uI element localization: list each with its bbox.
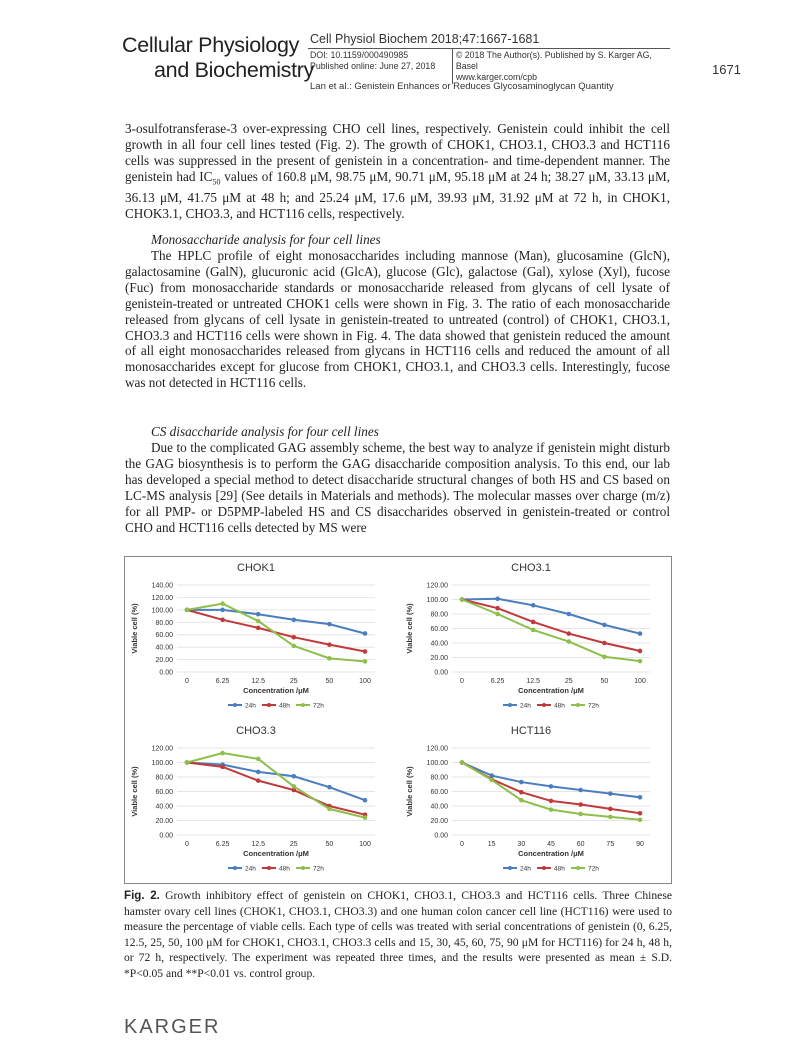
data-point-24h	[327, 622, 332, 627]
legend-label: 72h	[588, 865, 599, 873]
y-tick-label: 100.00	[426, 597, 448, 604]
chart-hct116	[400, 722, 670, 882]
legend-label: 72h	[313, 702, 324, 710]
ic50-subscript: 50	[212, 177, 221, 187]
y-tick-label: 60.00	[155, 789, 173, 796]
x-tick-label: 25	[564, 678, 573, 685]
data-point-48h	[578, 802, 583, 807]
chart-title: CHO3.1	[511, 562, 551, 574]
data-point-72h	[638, 659, 643, 664]
legend-marker-48h	[542, 703, 546, 707]
journal-title-line2: and Biochemistry	[154, 58, 315, 82]
paragraph-1-text: 3-osulfotransferase-3 over-expressing CHO cell lines, respectively. Genistein could inhibit the cell growth in all four cell lines tested (Fig. 2). The growth of CHOK1, CHO3.1, CHO3.3 and HCT116 cells was suppressed in the present of genistein in a concentration- and time-dependent manner. The genistein had IC	[125, 121, 670, 184]
legend-marker-48h	[542, 866, 546, 870]
y-tick-label: 100.00	[151, 607, 173, 615]
data-point-24h	[602, 623, 607, 628]
x-tick-label: 50	[325, 678, 334, 685]
legend-marker-24h	[508, 866, 512, 870]
y-tick-label: 0.00	[434, 832, 448, 840]
chart-title: HCT116	[510, 725, 552, 737]
y-tick-label: 20.00	[430, 655, 448, 662]
figure-caption	[124, 888, 672, 981]
y-tick-label: 40.00	[430, 803, 448, 811]
journal-website-link[interactable]: www.karger.com/cpb	[455, 72, 537, 82]
running-title: Lan et al.: Genistein Enhances or Reduces Glycosaminoglycan Quantity	[310, 81, 614, 92]
data-point-48h	[531, 620, 536, 625]
data-point-48h	[495, 606, 500, 611]
chart-cho3-1	[400, 559, 670, 719]
data-point-72h	[220, 601, 225, 606]
x-tick-label: 90	[636, 841, 644, 848]
data-point-24h	[638, 795, 643, 800]
chart-cho3-3	[125, 722, 395, 882]
paragraph-3-text: Due to the complicated GAG assembly scheme, the best way to analyze if genistein might disturb the GAG biosynthesis is to perform the GAG disaccharide composition analysis. To this end, our lab has developed a special method to detect disaccharide structural changes of both HS and CS based on LC-MS analysis [29] (See details in Materials and methods). The molecular masses over charge (m/z) for all PMP- or D5PMP-labeled HS and CS disaccharides observed in genistein-treated or control CHO and HCT116 cells detected by MS were	[125, 440, 670, 535]
data-point-72h	[602, 654, 607, 659]
y-tick-label: 60.00	[430, 626, 448, 633]
data-point-24h	[363, 798, 368, 803]
data-point-48h	[363, 649, 368, 654]
published-date: Published online: June 27, 2018	[310, 61, 436, 71]
y-tick-label: 60.00	[430, 789, 448, 796]
data-point-24h	[519, 780, 524, 785]
citation: Cell Physiol Biochem 2018;47:1667-1681	[308, 32, 670, 49]
data-point-24h	[567, 612, 572, 617]
data-point-48h	[567, 631, 572, 636]
y-tick-label: 20.00	[155, 657, 173, 665]
data-point-72h	[531, 628, 536, 633]
y-tick-label: 40.00	[430, 640, 448, 648]
chart-chok1	[125, 559, 395, 719]
y-tick-label: 80.00	[155, 619, 173, 627]
data-point-24h	[608, 791, 613, 796]
x-tick-label: 25	[289, 678, 298, 685]
data-point-72h	[292, 644, 297, 649]
y-tick-label: 80.00	[430, 611, 448, 619]
figure-2	[124, 556, 672, 884]
chart-title: CHO3.3	[236, 725, 276, 737]
x-tick-label: 12.5	[251, 678, 266, 685]
series-line-72h	[187, 604, 365, 662]
publisher-logo: KARGER	[124, 1016, 221, 1038]
data-point-72h	[460, 760, 465, 765]
data-point-72h	[185, 760, 190, 765]
x-tick-label: 50	[600, 678, 609, 685]
x-axis-label: Concentration /μM	[243, 849, 309, 858]
series-line-48h	[187, 763, 365, 815]
data-point-24h	[363, 631, 368, 636]
data-point-48h	[220, 618, 225, 623]
paragraph-1	[125, 121, 670, 222]
copyright: © 2018 The Author(s). Published by S. Karger AG, Basel	[455, 50, 652, 71]
x-tick-label: 0	[460, 678, 464, 685]
legend-label: 24h	[520, 865, 531, 873]
chart-title: CHOK1	[237, 562, 275, 574]
legend-marker-24h	[508, 703, 512, 707]
x-tick-label: 15	[487, 841, 496, 848]
x-tick-label: 100	[359, 841, 371, 848]
header-info-box	[308, 32, 670, 84]
data-point-24h	[531, 603, 536, 608]
data-point-24h	[327, 785, 332, 790]
chart-panel-cho3-1	[400, 559, 670, 719]
legend-label: 24h	[245, 865, 256, 873]
chart-panel-chok1	[125, 559, 395, 719]
y-tick-label: 80.00	[155, 774, 173, 782]
x-tick-label: 6.25	[490, 678, 505, 685]
y-tick-label: 120.00	[151, 745, 173, 753]
y-tick-label: 20.00	[155, 818, 173, 825]
x-axis-label: Concentration /μM	[518, 686, 584, 695]
legend-label: 24h	[245, 702, 256, 710]
legend-marker-48h	[267, 866, 271, 870]
x-tick-label: 0	[185, 841, 189, 848]
y-tick-label: 100.00	[426, 760, 448, 767]
data-point-24h	[256, 770, 261, 775]
paragraph-2	[125, 248, 670, 391]
section-heading-monosaccharide: Monosaccharide analysis for four cell lines	[151, 232, 381, 247]
x-tick-label: 100	[359, 678, 371, 685]
x-axis-label: Concentration /μM	[518, 849, 584, 858]
x-tick-label: 45	[547, 841, 555, 848]
y-tick-label: 60.00	[155, 632, 173, 640]
x-axis-label: Concentration /μM	[243, 686, 309, 695]
data-point-48h	[220, 765, 225, 770]
y-axis-label: Viable cell (%)	[130, 766, 139, 817]
legend-label: 48h	[279, 702, 290, 710]
data-point-24h	[638, 631, 643, 636]
data-point-72h	[608, 815, 613, 820]
x-tick-label: 50	[325, 841, 334, 848]
y-axis-label: Viable cell (%)	[405, 766, 414, 817]
x-tick-label: 6.25	[215, 678, 230, 685]
x-tick-label: 25	[289, 841, 298, 848]
x-tick-label: 12.5	[251, 841, 266, 848]
data-point-72h	[460, 597, 465, 602]
y-tick-label: 120.00	[426, 745, 448, 753]
y-tick-label: 40.00	[155, 803, 173, 811]
legend-label: 72h	[588, 702, 599, 710]
chart-panel-cho3-3	[125, 722, 395, 882]
legend-label: 48h	[554, 865, 565, 873]
data-point-48h	[602, 641, 607, 646]
data-point-72h	[495, 612, 500, 617]
data-point-48h	[519, 790, 524, 795]
x-tick-label: 30	[517, 841, 526, 848]
x-tick-label: 0	[460, 841, 464, 848]
data-point-48h	[638, 649, 643, 654]
legend-marker-72h	[301, 866, 305, 870]
figure-caption-text: Growth inhibitory effect of genistein on CHOK1, CHO3.1, CHO3.3 and HCT116 cells. Three Chinese hamster ovary cell lines (CHOK1, CHO3.1, CHO3.3) and one human colon cancer cell line (HCT116) were used to measure the percentage of viable cells. Each type of cells was treated with serial concentrations of genistein (0, 6.25, 12.5, 25, 50, 100 μM for CHOK1, CHO3.1, CHO3.3 cells and 15, 30, 45, 60, 75, 90 μM for HCT116) for 24 h, 48 h, or 72 h, respectively. The experiment was repeated three times, and the results were presented as mean ± S.D. *P<0.05 and **P<0.01 vs. control group.	[124, 889, 672, 980]
data-point-72h	[256, 757, 261, 762]
legend-marker-24h	[233, 703, 237, 707]
data-point-72h	[567, 639, 572, 644]
legend-label: 24h	[520, 702, 531, 710]
data-point-48h	[608, 807, 613, 812]
data-point-72h	[549, 807, 554, 812]
x-tick-label: 6.25	[215, 841, 230, 848]
paragraph-3	[125, 440, 670, 535]
y-tick-label: 80.00	[430, 774, 448, 782]
section-heading-cs-disaccharide: CS disaccharide analysis for four cell lines	[151, 424, 379, 439]
y-tick-label: 100.00	[151, 760, 173, 767]
data-point-72h	[256, 619, 261, 624]
y-tick-label: 120.00	[426, 582, 448, 590]
legend-marker-72h	[301, 703, 305, 707]
data-point-72h	[519, 798, 524, 803]
data-point-24h	[256, 612, 261, 617]
series-line-24h	[187, 610, 365, 634]
y-axis-label: Viable cell (%)	[405, 603, 414, 654]
page-number: 1671	[712, 62, 741, 77]
data-point-72h	[220, 751, 225, 756]
legend-marker-72h	[576, 866, 580, 870]
data-point-48h	[292, 635, 297, 640]
chart-panel-hct116	[400, 722, 670, 882]
journal-title	[122, 33, 314, 83]
y-tick-label: 120.00	[151, 594, 173, 602]
x-tick-label: 75	[606, 841, 615, 848]
data-point-24h	[292, 774, 297, 779]
series-line-24h	[187, 763, 365, 801]
x-tick-label: 60	[576, 841, 585, 848]
y-tick-label: 20.00	[430, 818, 448, 825]
data-point-72h	[363, 659, 368, 664]
x-tick-label: 100	[634, 678, 646, 685]
data-point-24h	[292, 618, 297, 623]
data-point-24h	[220, 608, 225, 613]
y-tick-label: 40.00	[155, 644, 173, 652]
legend-label: 72h	[313, 865, 324, 873]
x-tick-label: 12.5	[526, 678, 541, 685]
data-point-48h	[549, 799, 554, 804]
y-axis-label: Viable cell (%)	[130, 603, 139, 654]
legend-label: 48h	[554, 702, 565, 710]
data-point-48h	[256, 778, 261, 783]
series-line-24h	[462, 763, 640, 798]
figure-label: Fig. 2.	[124, 889, 160, 902]
data-point-24h	[495, 596, 500, 601]
data-point-72h	[638, 817, 643, 822]
data-point-72h	[327, 656, 332, 661]
y-tick-label: 0.00	[159, 669, 173, 677]
y-tick-label: 0.00	[434, 669, 448, 677]
y-tick-label: 140.00	[151, 582, 173, 590]
data-point-72h	[578, 812, 583, 817]
data-point-48h	[256, 626, 261, 631]
data-point-48h	[638, 811, 643, 816]
legend-marker-24h	[233, 866, 237, 870]
legend-marker-72h	[576, 703, 580, 707]
data-point-72h	[185, 608, 190, 613]
journal-title-line1: Cellular Physiology	[122, 33, 300, 57]
data-point-24h	[578, 788, 583, 793]
data-point-72h	[292, 784, 297, 789]
x-tick-label: 0	[185, 678, 189, 685]
paragraph-1-tail: values of 160.8 μM, 98.75 μM, 90.71 μM, 95.18 μM at 24 h; 38.27 μM, 33.13 μM, 36.13 μM, 41.75 μM at 48 h; and 25.24 μM, 17.6 μM, 39.93 μM, 31.92 μM at 72 h, in CHOK1, CHOK3.1, CHO3.3, and HCT116 cells, respectively.	[125, 168, 670, 222]
legend-label: 48h	[279, 865, 290, 873]
data-point-48h	[327, 642, 332, 647]
legend-marker-48h	[267, 703, 271, 707]
data-point-72h	[489, 778, 494, 783]
y-tick-label: 0.00	[159, 832, 173, 840]
data-point-72h	[327, 807, 332, 812]
data-point-24h	[549, 784, 554, 789]
doi[interactable]: DOI: 10.1159/000490985	[310, 50, 409, 60]
paragraph-2-text: The HPLC profile of eight monosaccharides including mannose (Man), glucosamine (GlcN), galactosamine (GalN), glucuronic acid (GlcA), glucose (Glc), galactose (Gal), xylose (Xyl), fucose (Fuc) from monosaccharide standards or monosaccharide released from glycans of cell lysate of genistein-treated or untreated CHOK1 cells were shown in Fig. 3. The ratio of each monosaccharide released from glycans of cell lysate in genistein-treated to untreated (control) of CHOK1, CHO3.1, CHO3.3 and HCT116 cells were shown in Fig. 4. The data showed that genistein reduced the amount of all eight monosaccharides released from glycans in HCT116 cells and reduced the amount of all monosaccharides except for glucose from CHOK1, CHO3.1, and CHO3.3 cells. Interestingly, fucose was not detected in HCT116 cells.	[125, 248, 670, 391]
data-point-72h	[363, 815, 368, 820]
